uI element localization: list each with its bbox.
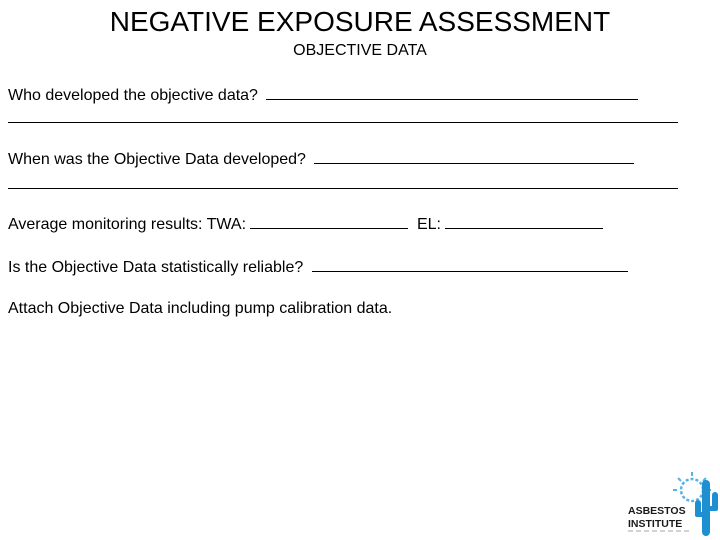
developer-answer-blank[interactable] xyxy=(266,84,638,100)
question-date-label: When was the Objective Data developed? xyxy=(8,151,306,168)
date-answer-blank[interactable] xyxy=(314,148,634,164)
question-reliability-label: Is the Objective Data statistically reliable? xyxy=(8,259,304,276)
question-developer-label: Who developed the objective data? xyxy=(8,87,258,104)
el-label: EL: xyxy=(416,216,441,233)
logo-text-institute: INSTITUTE xyxy=(628,518,683,530)
date-answer-blank-continued[interactable] xyxy=(8,188,678,189)
logo-text-asbestos: ASBESTOS xyxy=(628,505,686,517)
question-developer-row xyxy=(8,84,638,106)
el-answer-blank[interactable] xyxy=(445,213,603,229)
monitoring-results-row xyxy=(8,213,603,235)
reliability-answer-blank[interactable] xyxy=(312,256,628,272)
attachment-note: Attach Objective Data including pump calibration data. xyxy=(8,300,393,317)
cactus-icon xyxy=(695,480,718,536)
question-date-row xyxy=(8,148,634,170)
page-title: NEGATIVE EXPOSURE ASSESSMENT xyxy=(109,6,611,37)
developer-answer-blank-continued[interactable] xyxy=(8,122,678,123)
page-subtitle: OBJECTIVE DATA xyxy=(293,42,427,59)
asbestos-institute-logo xyxy=(626,470,720,540)
twa-answer-blank[interactable] xyxy=(250,213,408,229)
twa-label: Average monitoring results: TWA: xyxy=(8,216,247,233)
question-reliability-row xyxy=(8,256,628,278)
